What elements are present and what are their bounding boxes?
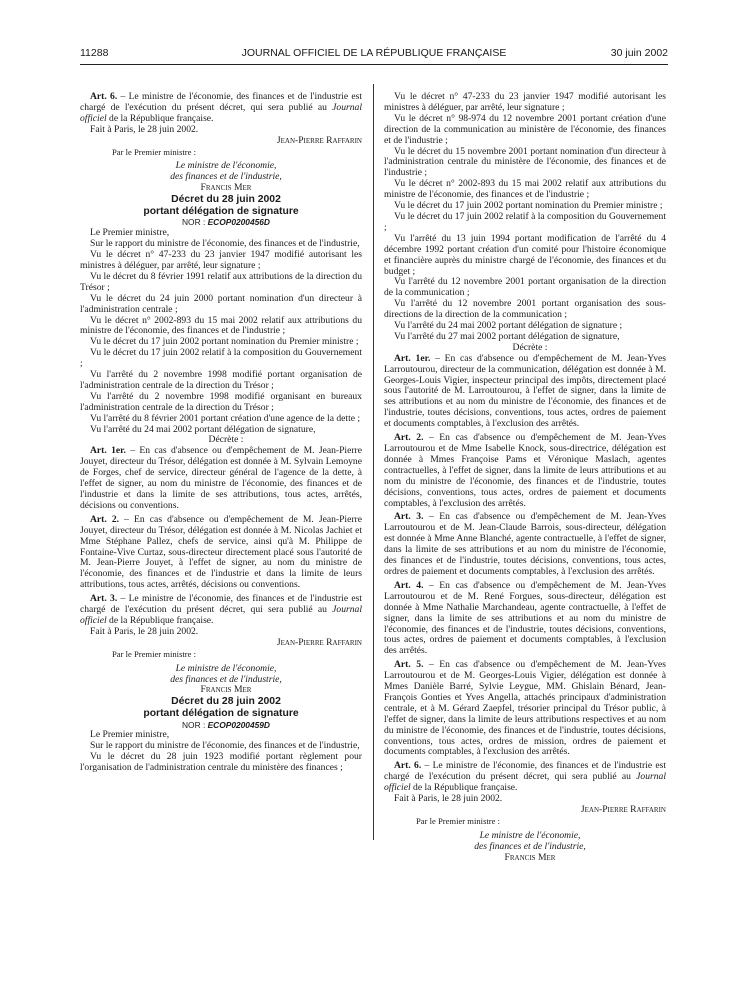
- visa: Vu le décret n° 47-233 du 23 janvier 1947 modifié autorisant les ministres à déléguer, par arrêté, leur signature ;: [384, 91, 666, 113]
- visa: Vu l'arrêté du 8 février 2001 portant création d'une agence de la dette ;: [90, 412, 361, 424]
- visa: Vu le décret du 24 juin 2000 portant nomination d'un directeur à l'administration centrale ;: [80, 292, 362, 315]
- visa: Vu l'arrêté du 2 novembre 1998 modifié organisant en bureaux l'administration centrale de la direction du Trésor ;: [80, 390, 362, 413]
- nor-code: ECOP0200456D: [207, 217, 270, 228]
- visa: Vu l'arrêté du 13 juin 1994 portant modification de l'arrêté du 4 décembre 1992 portant création d'un comité pour l'histoire économique et financière auprès du ministre chargé de l'économie, des finances et du budget ;: [384, 232, 666, 277]
- article-2: [384, 433, 666, 509]
- article-3: [80, 594, 362, 627]
- issue-date: 30 juin 2002: [610, 47, 668, 59]
- minister-title-line: des finances et de l'industrie,: [474, 840, 586, 852]
- visa: Vu le décret du 17 juin 2002 relatif à la composition du Gouvernement ;: [80, 347, 362, 370]
- visa: Vu le décret du 17 juin 2002 portant nomination du Premier ministre ;: [394, 200, 663, 212]
- article-text: – En cas d'absence ou d'empêchement de M. Jean-Yves Larroutourou, directeur de la communication, délégation est donnée à M. Georges-Louis Vigier, inspecteur principal des impôts, directement placé sous l'autorité de M. Larroutourou, à l'effet de signer, dans la limite de ses attributions et au nom du ministre de l'économie, des finances et de l'industrie, toutes décisions, conventions, tous actes, ordres de paiement et documents comptables, à l'exclusion des arrêtés.: [384, 352, 666, 430]
- article-text: – Le ministre de l'économie, des finances et de l'industrie est chargé de l'exécution du présent décret, qui sera publié au: [80, 91, 363, 113]
- done-at: Fait à Paris, le 28 juin 2002.: [394, 793, 503, 805]
- visa: Vu le décret n° 2002-893 du 15 mai 2002 relatif aux attributions du ministre de l'économie, des finances et de l'industrie ;: [80, 314, 362, 337]
- signature: Jean-Pierre Raffarin: [276, 134, 362, 146]
- decree-title-line: Décret du 28 juin 2002: [171, 696, 281, 708]
- decree-title: [80, 696, 362, 719]
- article-text: – Le ministre de l'économie, des finances et de l'industrie est chargé de l'exécution du présent décret, qui sera publié au: [384, 760, 667, 783]
- journal-title: JOURNAL OFFICIEL DE LA RÉPUBLIQUE FRANÇAISE: [241, 47, 507, 59]
- minister-name: Francis Mer: [200, 182, 252, 194]
- article-label: Art. 2.: [90, 513, 120, 525]
- signature: Jean-Pierre Raffarin: [276, 636, 362, 648]
- article-2: [80, 515, 362, 591]
- article-text: – En cas d'absence ou d'empêchement de M. Jean-Yves Larroutourou et de M. René Forgues, sous-directeur, délégation est donnée à Mme Nathalie Marchandeau, agente contractuelle, à l'effet de signer, dans la limite de ses attributions et au nom du ministre de l'économie, des finances et de l'industrie, toutes décisions, conventions, tous actes, ordres de paiement et documents comptables, à l'exclusion des arrêtés.: [384, 579, 666, 657]
- nor-label: NOR :: [182, 719, 208, 730]
- visa: Vu l'arrêté du 12 novembre 2001 portant organisation de la direction de la communication ;: [384, 276, 666, 299]
- article-4: [384, 581, 666, 657]
- visa: Vu le décret n° 2002-893 du 15 mai 2002 relatif aux attributions du ministre de l'économie, des finances et de l'industrie ;: [384, 178, 666, 201]
- visa: Vu l'arrêté du 2 novembre 1998 modifié portant organisation de l'administration centrale de la direction du Trésor ;: [80, 369, 362, 391]
- article-label: Art. 1er.: [394, 352, 431, 364]
- done-at: Fait à Paris, le 28 juin 2002.: [90, 123, 199, 135]
- visa: Vu le décret n° 47-233 du 23 janvier 1947 modifié autorisant les ministres à déléguer, par arrêté, leur signature ;: [80, 249, 362, 271]
- column-divider: [373, 84, 374, 840]
- journal-officiel-ref: Journal officiel: [384, 771, 666, 794]
- minister-name: Francis Mer: [200, 684, 252, 696]
- decree-title: [80, 194, 362, 217]
- visa: Vu l'arrêté du 24 mai 2002 portant délégation de signature,: [90, 423, 316, 435]
- article-label: Art. 3.: [90, 593, 118, 605]
- paragraph: Sur le rapport du ministre de l'économie, des finances et de l'industrie,: [90, 238, 360, 250]
- paragraph: Le Premier ministre,: [90, 227, 170, 239]
- visa: Vu le décret n° 98-974 du 12 novembre 2001 portant création d'une direction de la communication au ministère de l'économie, des finances et de l'industrie ;: [384, 112, 666, 146]
- article-label: Art. 4.: [394, 579, 424, 591]
- article-3: [384, 512, 666, 577]
- minister-title-line: des finances et de l'industrie,: [170, 171, 282, 183]
- article-text: – En cas d'absence ou d'empêchement de M. Jean-Yves Larroutourou et de M. Jean-Claude Barrois, sous-directeur, délégation est donnée à Mme Anne Blanché, agente contractuelle, à l'effet de signer, dans la limite de ses attributions et au nom du ministre de l'économie, des finances et de l'industrie, toutes décisions, conventions, tous actes, ordres de paiement et documents comptables, à l'exclusion des arrêtés.: [384, 511, 666, 577]
- minister-title-line: des finances et de l'industrie,: [170, 673, 282, 685]
- article-label: Art. 3.: [394, 511, 424, 523]
- page-header: [80, 44, 668, 65]
- signature: Jean-Pierre Raffarin: [580, 804, 666, 815]
- article-text: – En cas d'absence ou d'empêchement de M. Jean-Pierre Jouyet, directeur du Trésor, délégation est donnée à M. Sylvain Lemoyne de Forges, chef de service, directeur général de l'agence de la dette, à l'effet de signer, au nom du ministre de l'économie, des finances et de l'industrie et dans la limite de ses attributions, tous actes, arrêtés, décisions ou conventions.: [80, 445, 362, 511]
- by-prime-minister: Par le Premier ministre :: [112, 648, 197, 659]
- article-5: [384, 660, 666, 758]
- minister-title-line: Le ministre de l'économie,: [175, 160, 277, 172]
- article-text-tail: de la République française.: [410, 782, 518, 794]
- article-1: [384, 354, 666, 430]
- article-label: Art. 6.: [394, 760, 422, 772]
- article-label: Art. 6.: [90, 91, 118, 102]
- by-prime-minister: Par le Premier ministre :: [112, 146, 197, 157]
- visa: Vu l'arrêté du 12 novembre 2001 portant organisation des sous-directions de la direction de la communication ;: [384, 298, 666, 321]
- left-column: [80, 92, 362, 774]
- minister-name: Francis Mer: [504, 851, 556, 863]
- visa: Vu le décret du 17 juin 2002 relatif à la composition du Gouvernement ;: [384, 210, 666, 233]
- minister-title-line: Le ministre de l'économie,: [175, 662, 277, 674]
- paragraph: Le Premier ministre,: [90, 729, 170, 741]
- article-text: – En cas d'absence ou d'empêchement de M. Jean-Pierre Jouyet, directeur du Trésor, délégation est donnée à M. Nicolas Jachiet et Mme Stéphane Pallez, chefs de service, ainsi qu'à M. Philippe de Fontaine-Vive Curtaz, sous-directeur directement placé sous l'autorité de M. Jean-Pierre Jouyet, à l'effet de signer, au nom du ministre de l'économie, des finances et de l'industrie et dans la limite de leurs attributions, tous actes, arrêtés, décisions ou conventions.: [80, 513, 363, 591]
- article-1: [80, 446, 362, 511]
- visa: Vu l'arrêté du 24 mai 2002 portant délégation de signature ;: [394, 320, 623, 332]
- decrees-heading: Décrète :: [512, 341, 548, 353]
- decree-title-line: Décret du 28 juin 2002: [171, 194, 281, 206]
- article-label: Art. 1er.: [90, 445, 126, 457]
- journal-officiel-ref: Journal officiel: [80, 604, 362, 626]
- by-prime-minister: Par le Premier ministre :: [416, 815, 501, 826]
- article-text-tail: de la République française.: [106, 614, 214, 626]
- decrees-heading: Décrète :: [208, 434, 244, 446]
- visa: Vu l'arrêté du 27 mai 2002 portant délégation de signature,: [394, 330, 620, 342]
- article-6: [80, 92, 362, 125]
- journal-officiel-ref: Journal officiel: [80, 101, 362, 124]
- article-text-tail: de la République française.: [106, 112, 214, 124]
- article-text: – En cas d'absence ou d'empêchement de M. Jean-Yves Larroutourou et de Mme Isabelle Knock, sous-directrice, délégation est donnée à Mmes Françoise Pams et Véronique Maslach, agentes contractuelles, à l'effet de signer, dans la limite de leurs attributions et au nom du ministre de l'économie, des finances et de l'industrie, toutes décisions, conventions, tous actes, ordres de paiement et documents comptables, à l'exclusion des arrêtés.: [384, 432, 666, 509]
- decree-title-line: portant délégation de signature: [143, 707, 299, 719]
- done-at: Fait à Paris, le 28 juin 2002.: [90, 625, 199, 637]
- decree-title-line: portant délégation de signature: [143, 205, 299, 217]
- article-6: [384, 761, 666, 794]
- visa: Vu le décret du 28 juin 1923 modifié portant règlement pour l'organisation de l'administration centrale du ministère des finances ;: [80, 751, 362, 774]
- article-text: – Le ministre de l'économie, des finances et de l'industrie est chargé de l'exécution du présent décret, qui sera publié au: [80, 593, 363, 616]
- minister-title-line: Le ministre de l'économie,: [479, 829, 581, 841]
- nor-code: ECOP0200459D: [207, 719, 270, 730]
- paragraph: Sur le rapport du ministre de l'économie, des finances et de l'industrie,: [90, 740, 360, 752]
- nor-label: NOR :: [182, 217, 208, 228]
- article-text: – En cas d'absence ou d'empêchement de M. Jean-Yves Larroutourou et de M. Georges-Louis Vigier, délégation est donnée à Mmes Danièle Barré, Sylvie Leygue, MM. Ghislain Bénard, Jean-François Gonties et Yves Angella, attachés principaux d'administration centrale, et à M. Gérard Zaepfel, trésorier principal du Trésor public, à l'effet de signer, dans la limite de leurs attributions respectives et au nom du ministre de l'économie, des finances et de l'industrie, toutes décisions, conventions, tous actes, ordres de mission, ordres de paiement et documents comptables, à l'exclusion des arrêtés.: [384, 659, 666, 758]
- right-column: [384, 92, 666, 864]
- article-label: Art. 2.: [394, 432, 424, 444]
- visa: Vu le décret du 17 juin 2002 portant nomination du Premier ministre ;: [90, 336, 359, 348]
- visa: Vu le décret du 8 février 1991 relatif aux attributions de la direction du Trésor ;: [80, 270, 362, 293]
- page-number: 11288: [80, 47, 109, 59]
- visa: Vu le décret du 15 novembre 2001 portant nomination d'un directeur à l'administration centrale du ministère de l'économie, des finances et de l'industrie ;: [384, 145, 666, 179]
- article-label: Art. 5.: [394, 659, 424, 671]
